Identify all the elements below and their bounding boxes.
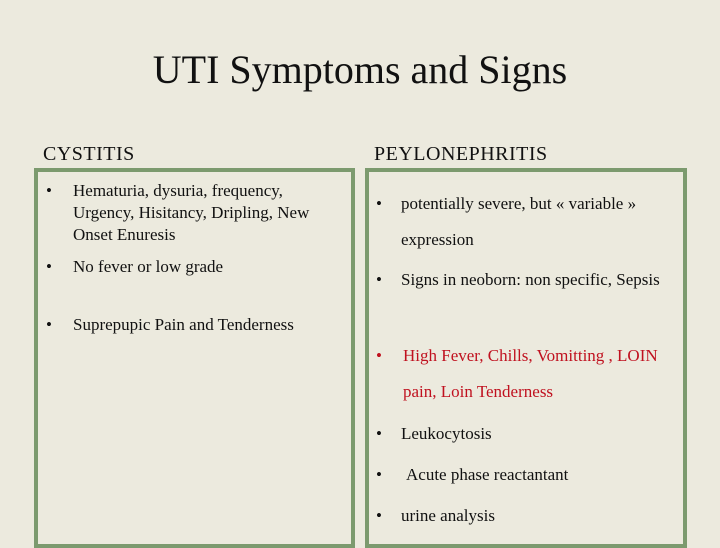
bullet-icon: • (376, 270, 382, 289)
list-item-text: No fever or low grade (73, 257, 224, 276)
list-item-highlighted (376, 338, 676, 410)
pyelonephritis-panel (365, 168, 687, 548)
cystitis-panel (34, 168, 355, 548)
list-item (376, 498, 676, 534)
bullet-icon: • (46, 257, 52, 276)
list-item (376, 262, 676, 298)
bullet-icon: • (376, 506, 382, 525)
list-item-text: urine analysis (401, 506, 495, 525)
list-item-text: Hematuria, dysuria, frequency, Urgency, Hisitancy, Dripling, New Onset Enuresis (73, 181, 310, 244)
list-item (46, 314, 346, 336)
bullet-icon: • (376, 465, 382, 484)
list-item-text: potentially severe, but « variable » expression (401, 194, 637, 249)
list-item-text: Leukocytosis (401, 424, 492, 443)
slide-title: UTI Symptoms and Signs (152, 47, 568, 92)
list-item (46, 180, 326, 246)
list-item (376, 186, 676, 258)
bullet-icon: • (46, 181, 52, 200)
bullet-icon: • (376, 194, 382, 213)
list-item (376, 416, 676, 452)
list-item-text: Suprepupic Pain and Tenderness (73, 315, 294, 334)
list-item (376, 457, 676, 493)
list-item-text: Acute phase reactantant (406, 465, 569, 484)
cystitis-heading: CYSTITIS (43, 143, 135, 165)
bullet-icon: • (376, 346, 382, 365)
pyelonephritis-heading: PEYLONEPHRITIS (374, 143, 548, 165)
list-item (46, 256, 326, 278)
list-item-text: Signs in neoborn: non specific, Sepsis (401, 270, 660, 289)
list-item-text: High Fever, Chills, Vomitting , LOIN pain, Loin Tenderness (403, 346, 658, 401)
bullet-icon: • (46, 315, 52, 334)
bullet-icon: • (376, 424, 382, 443)
